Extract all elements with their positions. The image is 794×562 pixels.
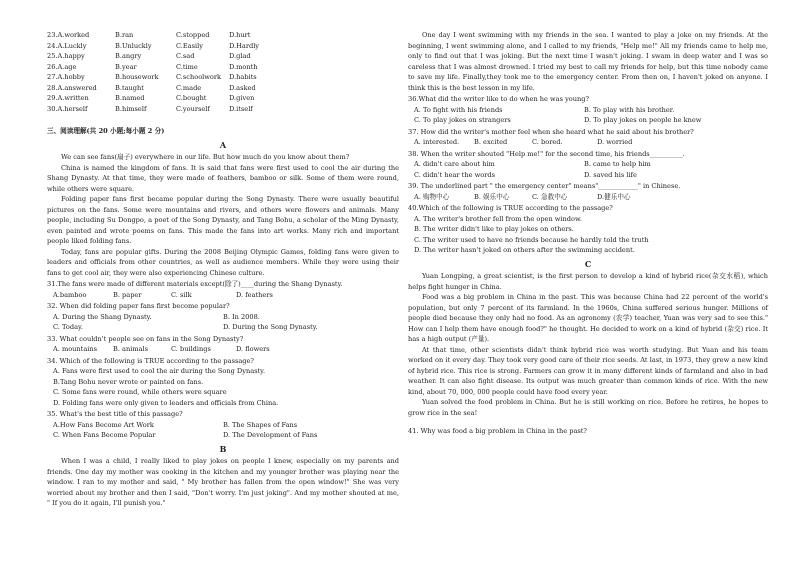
question-option: C. didn't hear the words xyxy=(414,170,495,179)
question-option: D.健乐中心 xyxy=(597,192,631,201)
question-option: A.How Fans Become Art Work xyxy=(53,420,154,429)
cloze-option-row xyxy=(47,93,399,104)
question-41: 41. Why was food a big problem in China in the past? xyxy=(408,427,587,435)
cloze-option: C.bought xyxy=(176,94,207,102)
cloze-option: C.time xyxy=(176,62,198,71)
questions-a xyxy=(47,279,399,441)
questions-b xyxy=(408,94,768,256)
question-options xyxy=(47,420,399,431)
question-option: D. To play jokes on people he knew xyxy=(584,116,702,124)
question-stem: 35. What's the best title of this passage? xyxy=(47,410,183,418)
question-options xyxy=(47,430,399,441)
cloze-option: B.housework xyxy=(115,73,159,81)
cloze-option: B.himself xyxy=(115,104,147,113)
cloze-option: D.asked xyxy=(229,83,256,92)
question-option: D. Folding fans were only given to leaders and officials from China. xyxy=(53,398,279,407)
question-stem: 34. Which of the following is TRUE according to the passage? xyxy=(47,356,254,365)
question-stem: 38. When the writer shouted "Help me!" for the second time, his friends__________. xyxy=(408,149,685,158)
question-option: B. 娱乐中心 xyxy=(474,192,510,201)
section-title: 三、阅读理解(共 20 小题;每小题 2 分) xyxy=(47,127,165,135)
cloze-option: 23.A.worked xyxy=(47,31,90,39)
question-stem: 31.The fans were made of different materials except(除了)____during the Shang Dynasty. xyxy=(47,280,343,288)
question-option: D. worried xyxy=(597,138,633,146)
question-stem: 37. How did the writer's mother feel when she heard what he said about his brother? xyxy=(408,127,694,136)
passage-paragraph: Folding paper fans first became popular during the Song Dynasty. There were usually beautiful pictures on the fans. Some were mountains and rivers, and others were flowers and animals. Many people, including Su Dongpo, a poet of the Song Dynasty, and Tang Bohu, a scholar of the Ming Dynasty, even painted and wrote poems on fans. This made the fans into art works. Many rich and important people liked folding fans. xyxy=(47,195,399,245)
passage-paragraph: China is named the kingdom of fans. It is said that fans were first used to cool the air during the Shang Dynasty. At that time, they were made of feathers, bamboo or silk. Some of them were round, while others were square. xyxy=(47,163,399,193)
cloze-option: B.Unluckly xyxy=(115,41,152,50)
cloze-option: B.angry xyxy=(115,52,142,60)
cloze-option: D.itself xyxy=(229,104,253,113)
question-options xyxy=(408,170,768,181)
cloze-option-row xyxy=(47,83,399,94)
cloze-option: D.Hardly xyxy=(229,41,260,50)
cloze-option: B.named xyxy=(115,94,145,102)
cloze-option: D.habits xyxy=(229,73,257,81)
question-option: B. came to help him xyxy=(584,160,651,168)
cloze-option: D.month xyxy=(229,62,258,71)
right-column xyxy=(408,30,768,437)
question-stem: 33. What couldn't people see on fans in the Song Dynasty? xyxy=(47,334,244,343)
question-option: A. mountains xyxy=(53,345,97,353)
passage-paragraph: When I was a child, I really liked to play jokes on people I knew, especially on my parents and friends. One day my mother was cooking in the kitchen and my younger brother was playing near the window. I ran to my mother and said, " My brother has fallen from the open window!" She was very worried about my brother and then I said, "Don't worry. I'm just joking". And my mother shouted at me, " If you do it again, I'll punish you." xyxy=(47,457,399,507)
question-option: D. During the Song Dynasty. xyxy=(223,323,318,331)
cloze-option-row xyxy=(47,51,399,62)
cloze-option: C.Easily xyxy=(176,41,203,50)
cloze-option: D.given xyxy=(229,94,255,102)
question-options xyxy=(47,322,399,333)
question-option: C. silk xyxy=(171,290,192,299)
cloze-option: 24.A.Luckly xyxy=(47,41,87,50)
cloze-option-row xyxy=(47,62,399,73)
passage-letter: A xyxy=(219,139,227,150)
question-option: D. saved his life xyxy=(584,170,637,179)
passage-paragraph: We can see fans(扇子) everywhere in our life. But how much do you know about them? xyxy=(61,153,350,161)
question-option: B. animals xyxy=(113,345,149,353)
cloze-option-row xyxy=(47,41,399,52)
cloze-option: C.made xyxy=(176,83,202,92)
question-option: A.bamboo xyxy=(53,290,87,299)
passage-paragraph: Today, fans are popular gifts. During the 2008 Beijing Olympic Games, folding fans were given to leaders and officials from other countries, as well as audience members. While they were using their fans to get cool air, they were also experiencing Chinese culture. xyxy=(47,247,399,277)
question-options xyxy=(47,312,399,323)
cloze-option-row xyxy=(47,104,399,115)
cloze-option: 30.A.herself xyxy=(47,104,88,113)
passage-b xyxy=(47,444,399,509)
question-options xyxy=(408,137,768,148)
cloze-option: B.year xyxy=(115,62,137,71)
passage-letter: C xyxy=(584,258,592,269)
question-option: B.Tang Bohu never wrote or painted on fans. xyxy=(53,377,204,386)
question-option: A. The writer's brother fell from the open window. xyxy=(414,214,582,223)
question-stem: 36.What did the writer like to do when he was young? xyxy=(408,95,590,103)
cloze-option: B.ran xyxy=(115,31,134,39)
question-option: B. excited xyxy=(474,138,508,146)
passage-a xyxy=(47,140,399,279)
cloze-option: C.sad xyxy=(176,52,195,60)
question-option: A. didn't care about him xyxy=(414,160,495,168)
passage-c xyxy=(408,259,768,419)
question-option: D. feathers xyxy=(236,290,273,299)
question-option: D. The Development of Fans xyxy=(223,431,318,439)
cloze-option: D.hurt xyxy=(229,31,251,39)
question-option: C. The writer used to have no friends because he hardly told the truth xyxy=(414,235,649,244)
question-option: C. 急救中心 xyxy=(532,192,568,201)
question-option: B. In 2008. xyxy=(223,312,260,321)
cloze-option: 26.A.age xyxy=(47,62,77,71)
question-stem: 32. When did folding paper fans first become popular? xyxy=(47,302,230,310)
cloze-option: 29.A.written xyxy=(47,94,89,102)
question-option: C. Some fans were round, while others were square xyxy=(53,388,227,396)
question-options xyxy=(408,192,768,203)
passage-paragraph: Food was a big problem in China in the past. This was because China had 22 percent of the world's population, but only 7 percent of its farmland. In the 1960s, China suffered serious hunger. Millions of people died because they only had no food. As an agronomy (农学) teacher, Yuan was very sad to see this." How can I help them have enough food?" he thought. He decided to work on a kind of hybrid (杂交) rice. It has a high output (产量). xyxy=(408,293,768,343)
question-options xyxy=(408,159,768,170)
passage-letter: B xyxy=(219,443,227,454)
question-options xyxy=(408,105,768,116)
question-option: B. The writer didn't like to play jokes on others. xyxy=(414,225,574,233)
question-option: A. 购物中心 xyxy=(414,192,450,201)
question-option: B. paper xyxy=(113,290,142,299)
cloze-option: 28.A.answered xyxy=(47,83,97,92)
question-stem: 39. The underlined part " the emergency center" means"____________" in Chinese. xyxy=(408,182,681,190)
question-option: C. bored. xyxy=(532,138,563,146)
question-option: D. The writer hasn't joked on others after the swimming accident. xyxy=(414,246,635,254)
question-option: C. When Fans Become Popular xyxy=(53,431,156,439)
question-option: B. To play with his brother. xyxy=(584,105,675,114)
cloze-option: D.glad xyxy=(229,52,251,60)
question-option: C. Today. xyxy=(53,323,83,331)
cloze-option-row xyxy=(47,30,399,41)
passage-paragraph: One day I went swimming with my friends in the sea. I wanted to play a joke on my friends. At the beginning, I went swimming alone, and I called to my friends, "Help me!" All my friends came to help me, only to find out that I was joking. But the next time I wasn't joking. I swam in deep water and I was so careless that I was almost drowned. I tried my best to call my friends for help, but this time nobody came to save my life. Finally,they took me to the emergency center. From then on, I haven't joked on anyone. I think this is the best lesson in my life. xyxy=(408,31,768,92)
question-option: C. To play jokes on strangers xyxy=(414,116,511,124)
cloze-option: 27.A.hobby xyxy=(47,73,85,81)
question-option: A. Fans were first used to cool the air during the Song Dynasty. xyxy=(53,367,266,375)
question-options xyxy=(47,290,399,301)
left-column xyxy=(47,30,399,509)
cloze-options xyxy=(47,30,399,114)
passage-paragraph: Yuan Longping, a great scientist, is the first person to develop a kind of hybrid rice(杂交水稻), which helps fight hunger in China. xyxy=(408,272,768,291)
question-stem: 40.Which of the following is TRUE according to the passage? xyxy=(408,204,613,212)
question-option: A. To fight with his friends xyxy=(414,105,503,114)
passage-paragraph: Yuan solved the food problem in China. But he is still working on rice. Before he retires, he hopes to grow rice in the sea! xyxy=(408,398,768,417)
question-option: C. buildings xyxy=(171,345,211,353)
passage-b-continued xyxy=(408,30,768,93)
question-option: D. flowers xyxy=(236,345,270,353)
cloze-option: B.taught xyxy=(115,83,144,92)
question-option: A. interested. xyxy=(414,138,460,146)
cloze-option: C.yourself xyxy=(176,104,210,113)
cloze-option: C.stopped xyxy=(176,31,210,39)
question-options xyxy=(47,344,399,355)
question-option: A. During the Shang Dynasty. xyxy=(53,312,152,321)
cloze-option-row xyxy=(47,72,399,83)
passage-paragraph: At that time, other scientists didn't think hybrid rice was worth studying. But Yuan and his team worked on it every day. They took very good care of their rice seeds. At last, in 1973, they grew a new kind of hybrid rice. This rice is strong. Farmers can grow it in many different kinds of farmland and also in bad weather. It can also fight disease. Its output was much greater than common kinds of rice. With the new kind, about 70, 000, 000 people could have food every year. xyxy=(408,345,768,396)
cloze-option: C.schoolwork xyxy=(176,73,222,81)
question-options xyxy=(408,115,768,126)
cloze-option: 25.A.happy xyxy=(47,52,85,60)
question-option: B. The Shapes of Fans xyxy=(223,420,298,429)
